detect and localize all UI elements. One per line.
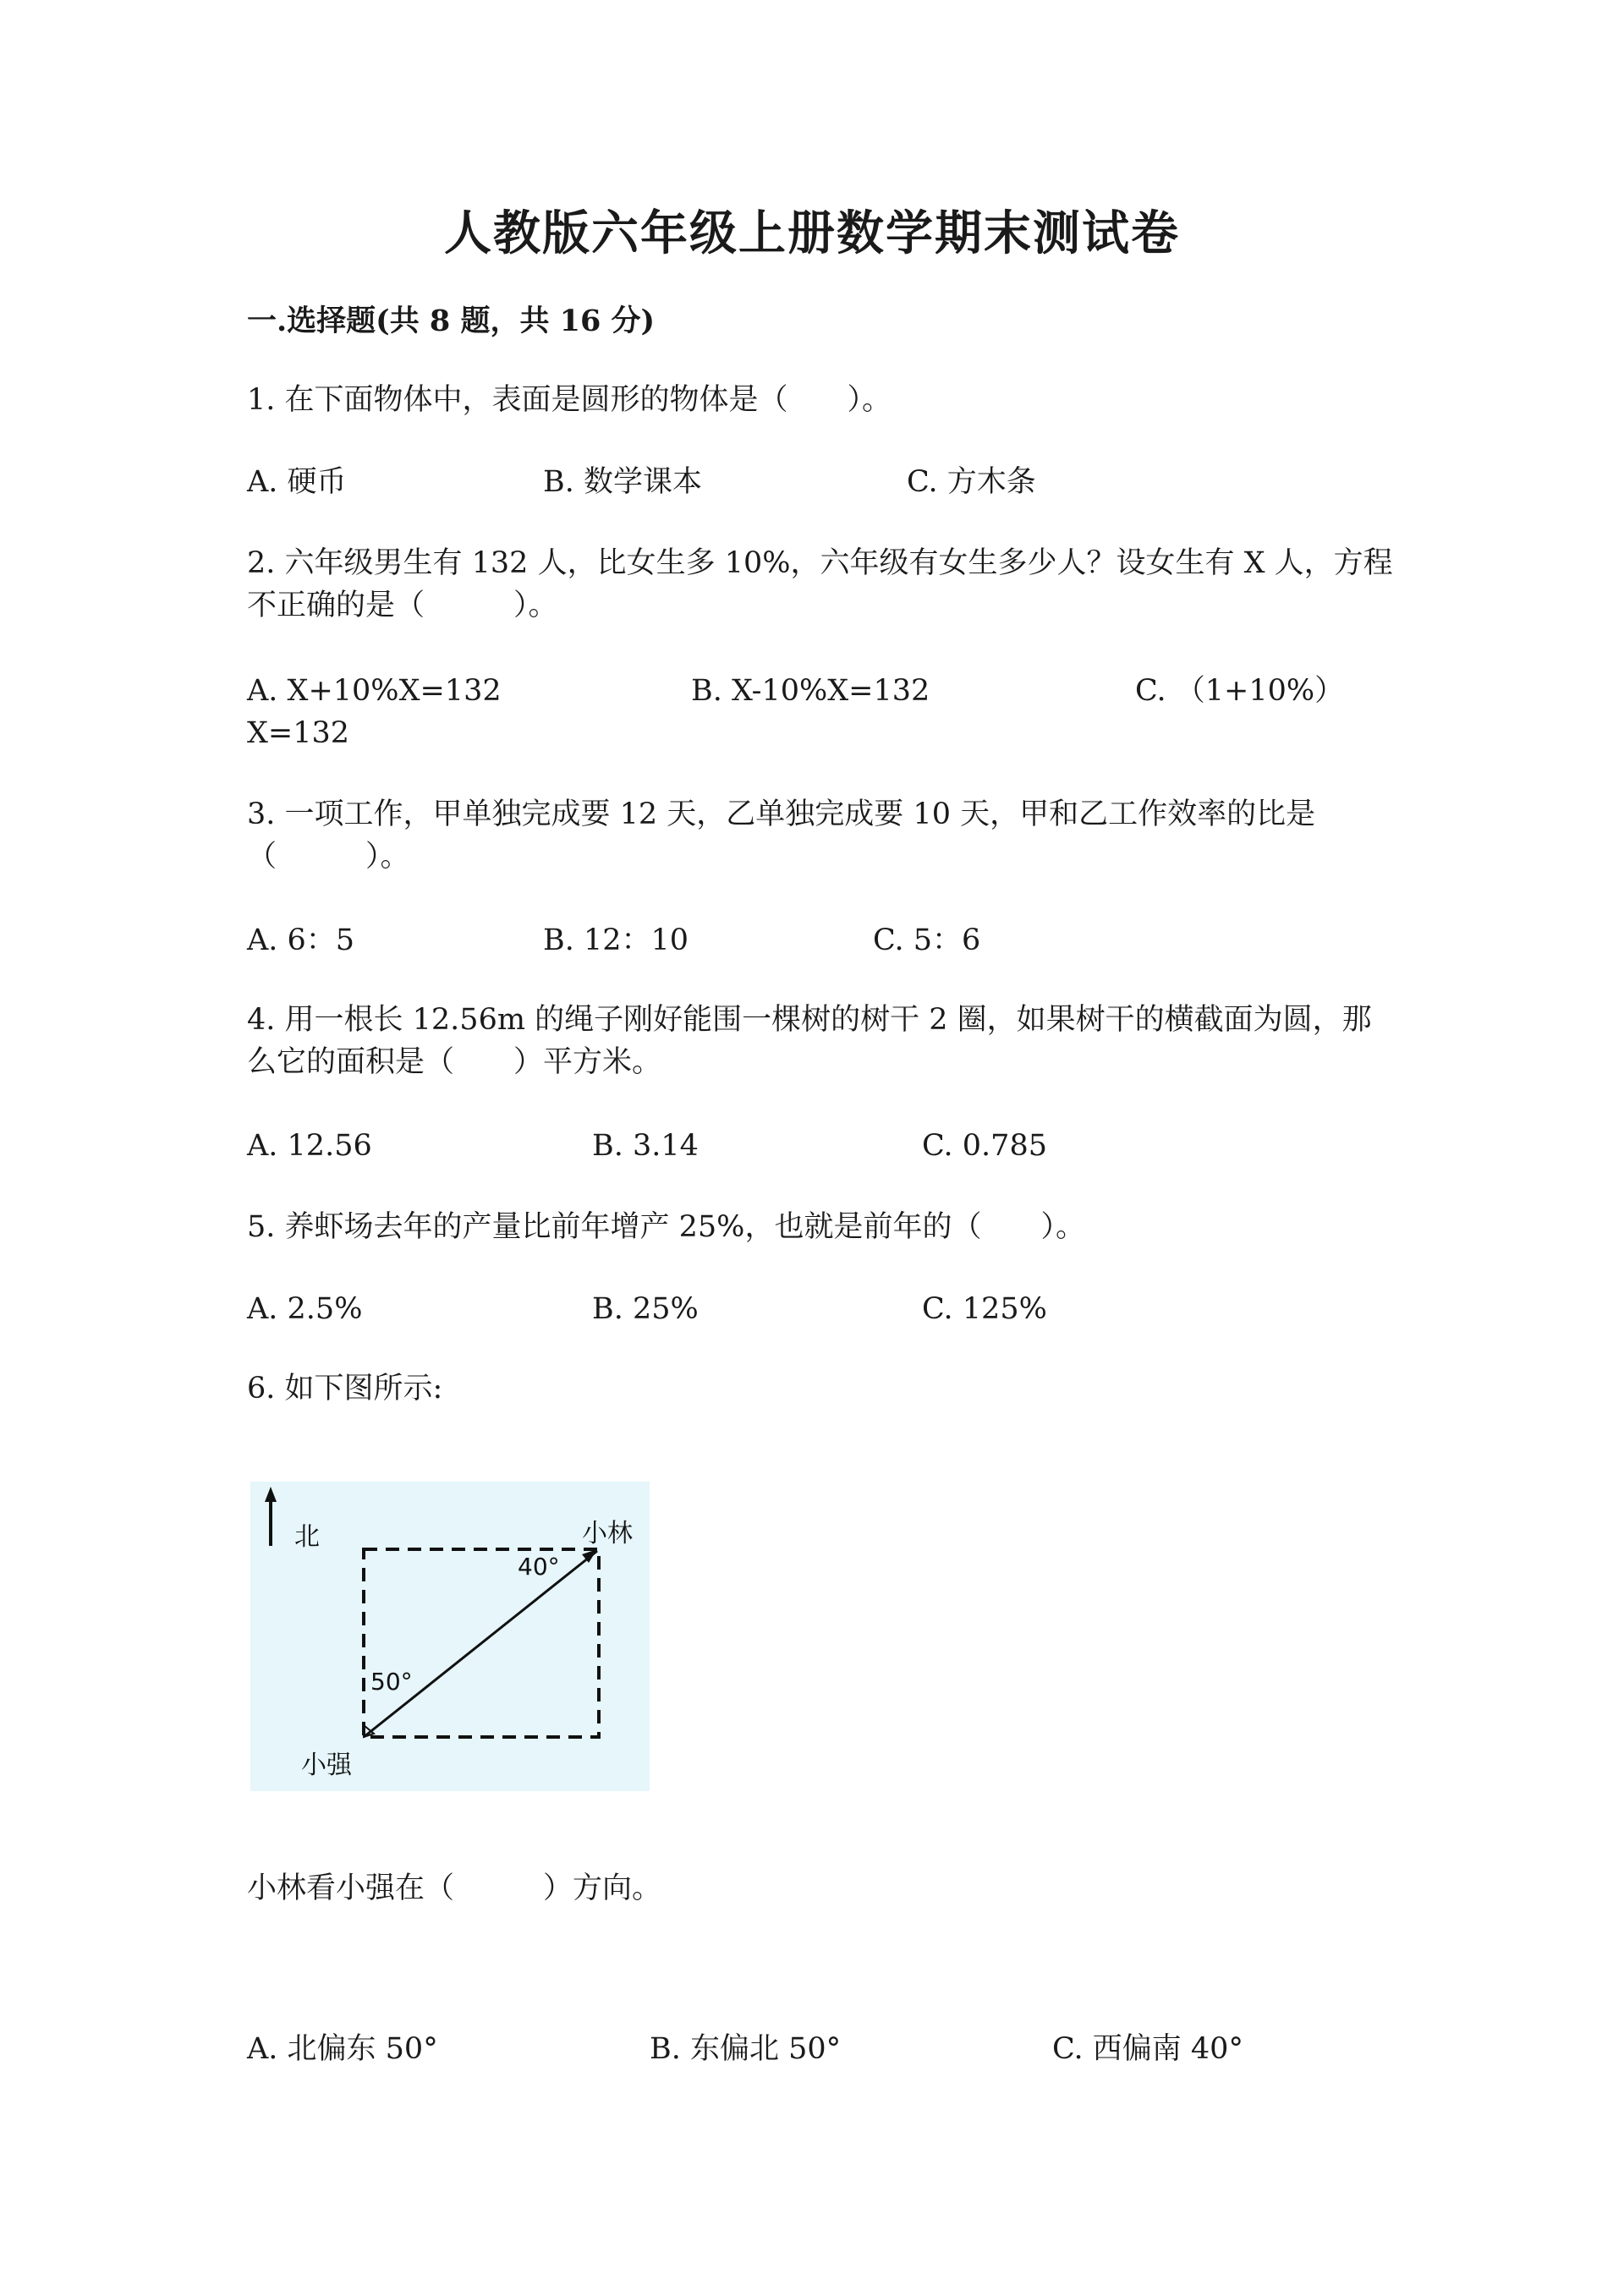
q6-option-b[interactable]: B. 东偏北 50° [650, 2032, 842, 2066]
xiaoqiang-label: 小强 [301, 1751, 352, 1780]
q2-option-c-continued[interactable]: X=132 [247, 716, 350, 750]
north-arrow-head [265, 1487, 277, 1502]
q4-option-b[interactable]: B. 3.14 [592, 1129, 699, 1163]
question-4: 4. 用一根长 12.56m 的绳子刚好能围一棵树的树干 2 圈，如果树干的横截面为圆，那么它的面积是（ ）平方米。 [247, 1003, 1372, 1079]
page-title: 人教版六年级上册数学期末测试卷 [444, 205, 1180, 261]
q5-option-c[interactable]: C. 125% [922, 1292, 1047, 1326]
section-heading: 一.选择题(共 8 题，共 16 分) [247, 304, 656, 338]
q1-option-b[interactable]: B. 数学课本 [543, 465, 702, 499]
direction-diagram [250, 1482, 650, 1791]
q5-option-b[interactable]: B. 25% [592, 1292, 699, 1326]
question-6: 6. 如下图所示: [247, 1372, 443, 1406]
q6-option-c[interactable]: C. 西偏南 40° [1052, 2032, 1243, 2066]
angle-40-label: 40° [518, 1553, 560, 1581]
question-2: 2. 六年级男生有 132 人，比女生多 10%，六年级有女生多少人？设女生有 X 人，方程不正确的是（ ）。 [247, 546, 1393, 622]
q4-option-c[interactable]: C. 0.785 [922, 1129, 1047, 1163]
q2-option-c[interactable]: C. （1+10%） [1135, 674, 1345, 708]
q5-option-a[interactable]: A. 2.5% [247, 1292, 363, 1326]
sight-line [364, 1551, 597, 1737]
q2-option-a[interactable]: A. X+10%X=132 [247, 674, 502, 708]
question-1: 1. 在下面物体中，表面是圆形的物体是（ ）。 [247, 383, 892, 417]
question-3: 3. 一项工作，甲单独完成要 12 天，乙单独完成要 10 天，甲和乙工作效率的比是（ ）。 [247, 797, 1316, 874]
q6-option-a[interactable]: A. 北偏东 50° [247, 2032, 438, 2066]
q3-option-b[interactable]: B. 12：10 [543, 923, 689, 957]
question-5: 5. 养虾场去年的产量比前年增产 25%，也就是前年的（ ）。 [247, 1210, 1085, 1244]
north-label: 北 [294, 1522, 320, 1552]
q2-option-b[interactable]: B. X-10%X=132 [691, 674, 930, 708]
question-6-stem: 小林看小强在（ ）方向。 [247, 1871, 662, 1905]
q3-option-c[interactable]: C. 5：6 [873, 923, 981, 957]
q3-option-a[interactable]: A. 6：5 [247, 923, 355, 957]
xiaolin-label: 小林 [582, 1519, 633, 1548]
q1-option-c[interactable]: C. 方木条 [907, 465, 1036, 499]
angle-50-label: 50° [370, 1668, 413, 1696]
q4-option-a[interactable]: A. 12.56 [247, 1129, 372, 1163]
q1-option-a[interactable]: A. 硬币 [247, 465, 347, 499]
